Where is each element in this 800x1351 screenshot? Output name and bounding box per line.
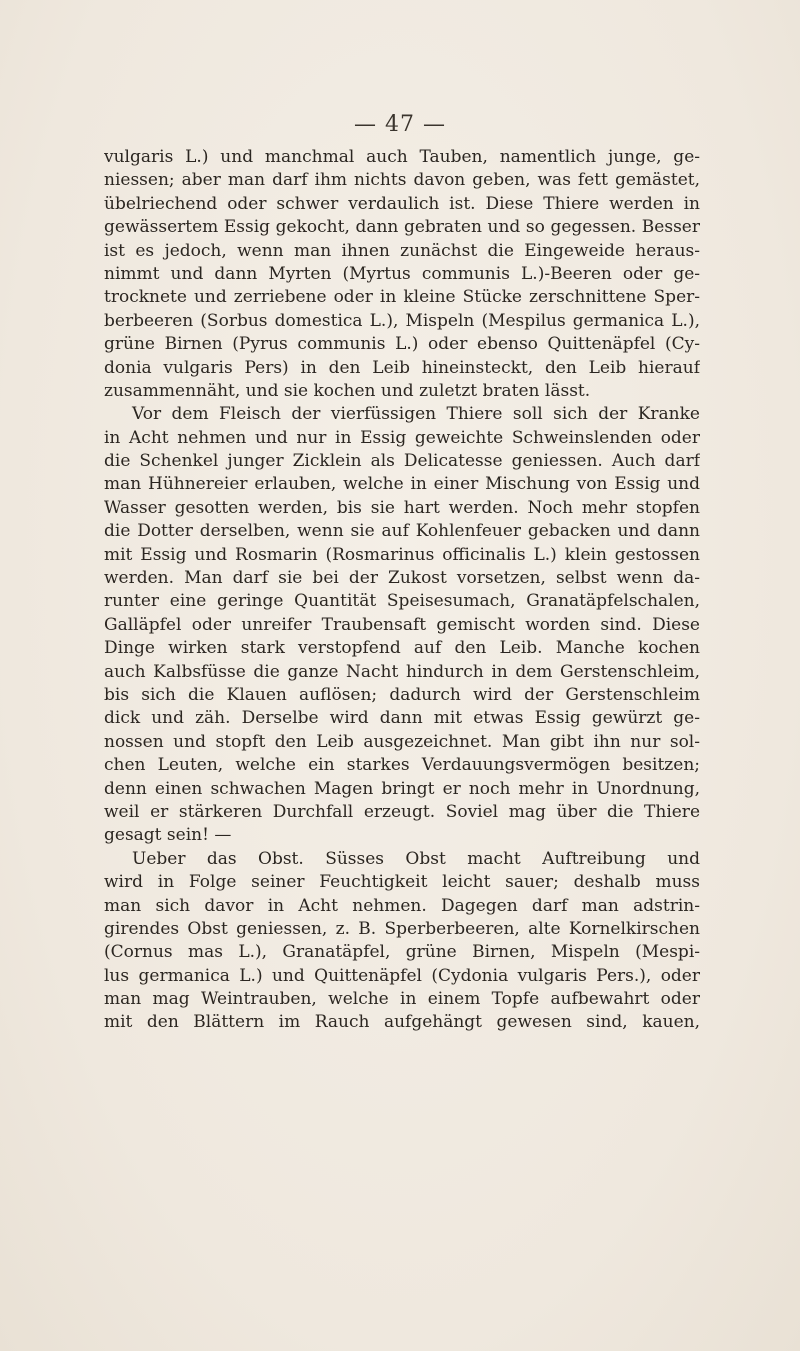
text-line: wird in Folge seiner Feuchtigkeit leicht sauer; deshalb muss <box>104 872 700 893</box>
text-line: Vor dem Fleisch der vierfüssigen Thiere soll sich der Kranke <box>132 404 700 425</box>
text-line: denn einen schwachen Magen bringt er noch mehr in Unordnung, <box>104 778 700 799</box>
text-line: mit Essig und Rosmarin (Rosmarinus officinalis L.) klein gestossen <box>104 544 700 565</box>
text-line: auch Kalbsfüsse die ganze Nacht hindurch in dem Gerstenschleim, <box>104 661 700 682</box>
body-text <box>104 146 700 1035</box>
text-line: dick und zäh. Derselbe wird dann mit etwas Essig gewürzt ge- <box>104 708 700 729</box>
text-line: nossen und stopft den Leib ausgezeichnet. Man gibt ihn nur sol- <box>104 731 700 752</box>
text-line: Galläpfel oder unreifer Traubensaft gemischt worden sind. Diese <box>104 614 700 635</box>
text-line: werden. Man darf sie bei der Zukost vorsetzen, selbst wenn da- <box>104 568 700 589</box>
text-line: weil er stärkeren Durchfall erzeugt. Soviel mag über die Thiere <box>104 801 700 822</box>
text-line: man mag Weintrauben, welche in einem Topfe aufbewahrt oder <box>104 989 700 1010</box>
text-line: Ueber das Obst. Süsses Obst macht Auftreibung und <box>132 848 700 869</box>
text-line: ist es jedoch, wenn man ihnen zunächst die Eingeweide heraus- <box>104 240 700 261</box>
text-line: nimmt und dann Myrten (Myrtus communis L.)-Beeren oder ge- <box>104 263 700 284</box>
text-line: vulgaris L.) und manchmal auch Tauben, namentlich junge, ge- <box>104 147 700 167</box>
text-line: grüne Birnen (Pyrus communis L.) oder ebenso Quittenäpfel (Cy- <box>104 334 700 355</box>
text-line: man Hühnereier erlauben, welche in einer Mischung von Essig und <box>104 474 700 495</box>
page-number: — 47 — <box>354 112 446 137</box>
text-line: Wasser gesotten werden, bis sie hart werden. Noch mehr stopfen <box>104 497 700 518</box>
text-line: (Cornus mas L.), Granatäpfel, grüne Birnen, Mispeln (Mespi- <box>104 942 700 963</box>
text-line: mit den Blättern im Rauch aufgehängt gewesen sind, kauen, <box>104 1012 700 1033</box>
text-line: man sich davor in Acht nehmen. Dagegen darf man adstrin- <box>104 895 700 916</box>
text-line: niessen; aber man darf ihm nichts davon geben, was fett gemästet, <box>104 170 700 191</box>
text-line: bis sich die Klauen auflösen; dadurch wird der Gerstenschleim <box>104 684 700 705</box>
text-line: berbeeren (Sorbus domestica L.), Mispeln (Mespilus germanica L.), <box>104 310 700 331</box>
text-line: übelriechend oder schwer verdaulich ist. Diese Thiere werden in <box>104 193 700 214</box>
text-line: in Acht nehmen und nur in Essig geweichte Schweinslenden oder <box>104 427 700 448</box>
text-line: girendes Obst geniessen, z. B. Sperberbeeren, alte Kornelkirschen <box>104 918 700 939</box>
text-line: lus germanica L.) und Quittenäpfel (Cydonia vulgaris Pers.), oder <box>104 965 700 986</box>
text-line: gesagt sein! — <box>104 825 232 846</box>
text-line: runter eine geringe Quantität Speisesumach, Granatäpfelschalen, <box>104 591 700 612</box>
text-line: trocknete und zerriebene oder in kleine Stücke zerschnittene Sper- <box>104 287 700 308</box>
text-line: die Dotter derselben, wenn sie auf Kohlenfeuer gebacken und dann <box>104 521 700 542</box>
text-line: die Schenkel junger Zicklein als Delicatesse geniessen. Auch darf <box>104 451 700 472</box>
text-line: zusammennäht, und sie kochen und zuletzt braten lässt. <box>104 380 591 401</box>
text-line: Dinge wirken stark verstopfend auf den Leib. Manche kochen <box>104 638 700 659</box>
text-line: donia vulgaris Pers) in den Leib hineinsteckt, den Leib hierauf <box>104 357 700 378</box>
text-line: gewässertem Essig gekocht, dann gebraten und so gegessen. Besser <box>104 217 700 238</box>
text-line: chen Leuten, welche ein starkes Verdauungsvermögen besitzen; <box>104 755 700 776</box>
